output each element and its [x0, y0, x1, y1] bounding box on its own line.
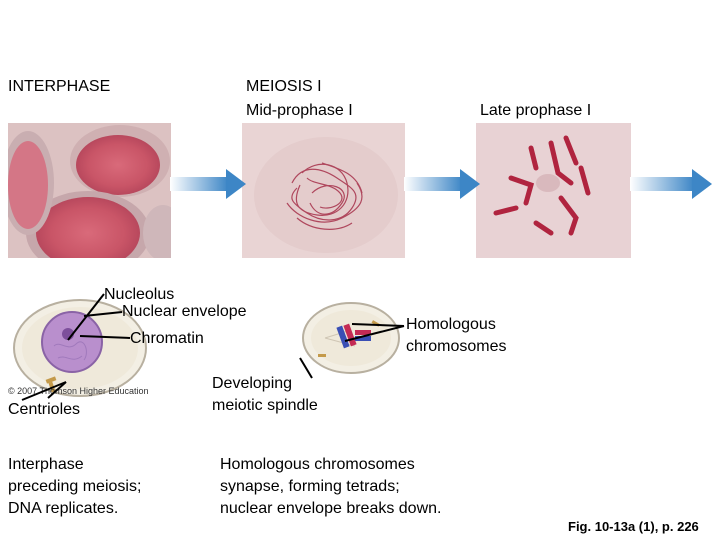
homologous-label-line1: Homologous [406, 316, 496, 333]
prophase-caption-line2: synapse, forming tetrads; [220, 478, 400, 495]
chromatin-label: Chromatin [130, 330, 204, 347]
spindle-label-line1: Developing [212, 375, 293, 392]
interphase-heading: INTERPHASE [8, 78, 111, 95]
meiosis-heading: MEIOSIS I [246, 78, 322, 95]
late-prophase-heading: Late prophase I [480, 102, 592, 119]
interphase-caption-line2: preceding meiosis; [8, 478, 142, 495]
mid-prophase-heading: Mid-prophase I [246, 102, 353, 119]
nuclear-envelope-label: Nuclear envelope [122, 303, 247, 320]
interphase-caption-line1: Interphase [8, 456, 84, 473]
prophase-caption-line1: Homologous chromosomes [220, 456, 415, 473]
interphase-caption-line3: DNA replicates. [8, 500, 119, 517]
nucleolus-label: Nucleolus [104, 286, 175, 303]
copyright-notice: © 2007 Thomson Higher Education [8, 386, 149, 396]
spindle-label-line2: meiotic spindle [212, 397, 318, 414]
homologous-label-line2: chromosomes [406, 338, 507, 355]
centrioles-label: Centrioles [8, 401, 81, 418]
figure-reference: Fig. 10-13a (1), p. 226 [568, 519, 699, 534]
prophase-caption-line3: nuclear envelope breaks down. [220, 500, 442, 517]
